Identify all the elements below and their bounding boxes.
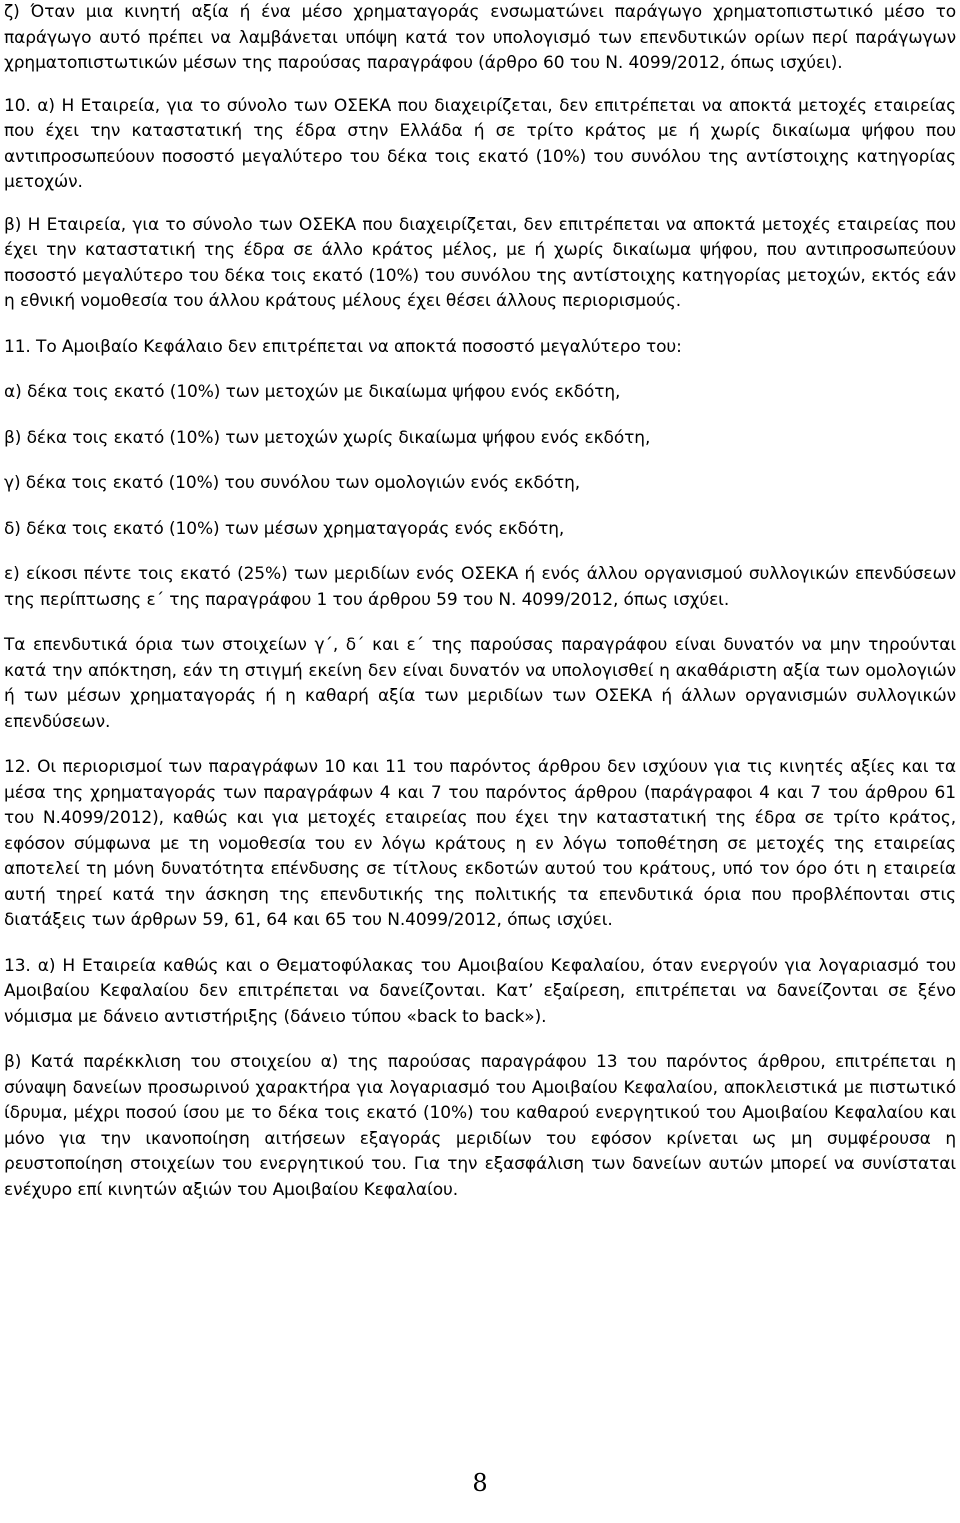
- paragraph-13b: β) Κατά παρέκκλιση του στοιχείου α) της παρούσας παραγράφου 13 του παρόντος άρθρου, επιτρέπεται η σύναψη δανείων προσωρινού χαρακτήρα για λογαριασμό του Αμοιβαίου Κεφαλαίου, αποκλειστικά με πιστωτικό ίδρυμα, μέχρι ποσού ίσου με το δέκα τοις εκατό (10%) του καθαρού ενεργητικού του Αμοιβαίου Κεφαλαίου και μόνο για την ικανοποίηση αιτήσεων εξαγοράς μεριδίων του εφόσον κρίνεται ως μη συμφέρουσα η ρευστοποίηση στοιχείων του ενεργητικού του. Για την εξασφάλιση των δανείων αυτών μπορεί να συνίσταται ενέχυρο επί κινητών αξιών του Αμοιβαίου Κεφαλαίου.: [4, 1052, 956, 1200]
- paragraph-11e: ε) είκοσι πέντε τοις εκατό (25%) των μεριδίων ενός ΟΣΕΚΑ ή ενός άλλου οργανισμού συλλογικών επενδύσεων της περίπτωσης ε΄ της παραγράφου 1 του άρθρου 59 του Ν. 4099/2012, όπως ισχύει.: [4, 564, 956, 610]
- paragraph-11c: γ) δέκα τοις εκατό (10%) του συνόλου των ομολογιών ενός εκδότη,: [4, 473, 581, 493]
- paragraph-12: 12. Οι περιορισμοί των παραγράφων 10 και 11 του παρόντος άρθρου δεν ισχύουν για τις κινητές αξίες και τα μέσα της χρηματαγοράς των παραγράφων 4 και 7 του παρόντος άρθρου (παράγραφοι 4 και 7 του άρθρου 61 του Ν.4099/2012), καθώς και για μετοχές εταιρείας που έχει την καταστατική της έδρα σε τρίτο κράτος, εφόσον σύμφωνα με τη νομοθεσία του εν λόγω κράτους η εν λόγω τοποθέτηση σε μετοχές της εταιρείας αποτελεί τη μόνη δυνατότητα επένδυσης σε τίτλους εκδοτών αυτού του κράτους, υπό τον όρο ότι η εταιρεία αυτή τηρεί κατά την άσκηση της επενδυτικής της πολιτικής τα επενδυτικά όρια που προβλέπονται στις διατάξεις των άρθρων 59, 61, 64 και 65 του Ν.4099/2012, όπως ισχύει.: [4, 757, 956, 930]
- paragraph-13a: 13. α) Η Εταιρεία καθώς και ο Θεματοφύλακας του Αμοιβαίου Κεφαλαίου, όταν ενεργούν για λογαριασμό του Αμοιβαίου Κεφαλαίου δεν επιτρέπεται να δανείζονται. Κατ’ εξαίρεση, επιτρέπεται να δανείζονται σε ξένο νόμισμα με δάνειο αντιστήριξης (δάνειο τύπου «back to back»).: [4, 955, 956, 1027]
- paragraph-zeta-derivatives: ζ) Όταν μια κινητή αξία ή ένα μέσο χρηματαγοράς ενσωματώνει παράγωγο χρηματοπιστωτικό μέσο το παράγωγο αυτό πρέπει να λαμβάνεται υπόψη κατά τον υπολογισμό των επενδυτικών ορίων περί παράγωγων χρηματοπιστωτικών μέσων της παρούσας παραγράφου (άρθρο 60 του Ν. 4099/2012, όπως ισχύει).: [4, 2, 956, 73]
- paragraph-11b: β) δέκα τοις εκατό (10%) των μετοχών χωρίς δικαίωμα ψήφου ενός εκδότη,: [4, 427, 651, 448]
- paragraph-11-intro: 11. Το Αμοιβαίο Κεφάλαιο δεν επιτρέπεται να αποκτά ποσοστό μεγαλύτερο του:: [4, 336, 682, 357]
- paragraph-10a: 10. α) Η Εταιρεία, για το σύνολο των ΟΣΕΚΑ που διαχειρίζεται, δεν επιτρέπεται να αποκτά μετοχές εταιρείας που έχει την καταστατική της έδρα στην Ελλάδα ή σε τρίτο κράτος με ή χωρίς δικαίωμα ψήφου που αντιπροσωπεύουν ποσοστό μεγαλύτερο του δέκα τοις εκατό (10%) του συνόλου της αντίστοιχης κατηγορίας μετοχών.: [4, 95, 956, 192]
- paragraph-11a: α) δέκα τοις εκατό (10%) των μετοχών με δικαίωμα ψήφου ενός εκδότη,: [4, 382, 621, 402]
- page-number: 8: [472, 1469, 488, 1497]
- paragraph-10b: β) Η Εταιρεία, για το σύνολο των ΟΣΕΚΑ που διαχειρίζεται, δεν επιτρέπεται να αποκτά μετοχές εταιρείας που έχει την καταστατική της έδρα σε άλλο κράτος μέλος, με ή χωρίς δικαίωμα ψήφου, που αντιπροσωπεύουν ποσοστό μεγαλύτερο του δέκα τοις εκατό (10%) του συνόλου της αντίστοιχης κατηγορίας μετοχών, εκτός εάν η εθνική νομοθεσία του άλλου κράτους μέλους έχει θέσει άλλους περιορισμούς.: [4, 214, 956, 311]
- paragraph-11d: δ) δέκα τοις εκατό (10%) των μέσων χρηματαγοράς ενός εκδότη,: [4, 518, 565, 539]
- paragraph-11-limits: Τα επενδυτικά όρια των στοιχείων γ΄, δ΄ και ε΄ της παρούσας παραγράφου είναι δυνατόν να μην τηρούνται κατά την απόκτηση, εάν τη στιγμή εκείνη δεν είναι δυνατόν να υπολογισθεί η ακαθάριστη αξία των ομολογιών ή των μέσων χρηματαγοράς ή η καθαρή αξία των μεριδίων των ΟΣΕΚΑ ή άλλων οργανισμών συλλογικών επενδύσεων.: [4, 635, 956, 732]
